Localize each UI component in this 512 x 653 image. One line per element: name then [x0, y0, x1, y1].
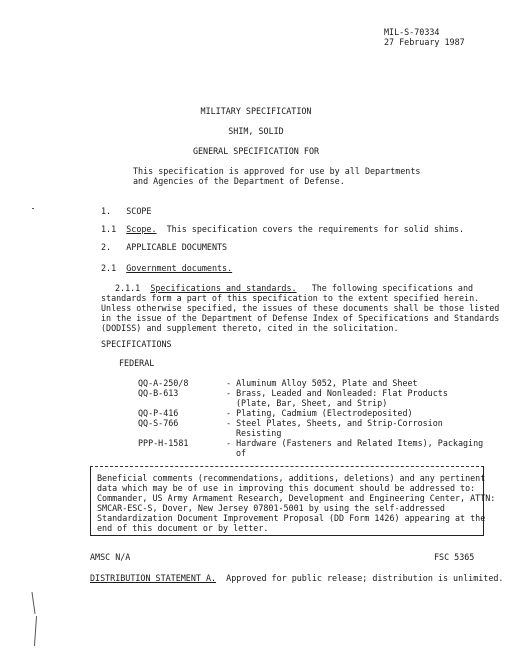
- beneficial-line-6: end of this document or by letter.: [97, 523, 269, 533]
- beneficial-line-3: Commander, US Army Armament Research, Development and Engineering Center, ATTN:: [97, 493, 496, 503]
- spec-description: - Plating, Cadmium (Electrodeposited): [226, 408, 413, 418]
- scan-artifact-mark: [31, 592, 35, 614]
- spec-code: QQ-B-613: [138, 388, 179, 398]
- amsc-label: AMSC N/A: [90, 552, 131, 562]
- spec-code: QQ-S-766: [138, 418, 179, 428]
- spec-description-continued: of: [236, 448, 247, 458]
- spec-description-continued: (Plate, Bar, Sheet, and Strip): [236, 398, 388, 408]
- spec-row: [138, 378, 418, 388]
- section-1-1: [101, 224, 464, 234]
- spec-row: [138, 408, 413, 418]
- section-2-1-title: Government documents.: [126, 263, 233, 273]
- section-2-title: APPLICABLE DOCUMENTS: [126, 242, 228, 252]
- approval-line-2: and Agencies of the Department of Defense.: [133, 176, 345, 186]
- title-line-1: MILITARY SPECIFICATION: [200, 106, 312, 116]
- spec-code: QQ-P-416: [138, 408, 179, 418]
- spec-description-continued: Resisting: [236, 428, 282, 438]
- section-2-number: 2.: [101, 242, 112, 252]
- spec-description: - Aluminum Alloy 5052, Plate and Sheet: [226, 378, 418, 388]
- federal-heading: FEDERAL: [119, 358, 155, 368]
- spec-row: [138, 418, 443, 438]
- beneficial-line-1: Beneficial comments (recommendations, additions, deletions) and any pertinent: [97, 473, 486, 483]
- fsc-label: FSC 5365: [434, 552, 475, 562]
- section-2-1-number: 2.1: [101, 263, 117, 273]
- spec-description: - Hardware (Fasteners and Related Items), Packaging: [226, 438, 484, 448]
- beneficial-line-5: Standardization Document Improvement Proposal (DD Form 1426) appearing at the: [97, 513, 486, 523]
- distribution-label: DISTRIBUTION STATEMENT A.: [90, 573, 217, 583]
- section-2-1-1-text-2: Unless otherwise specified, the issues of these documents shall be those listed: [101, 303, 500, 313]
- distribution-text: Approved for public release; distribution is unlimited.: [226, 573, 504, 583]
- scan-artifact-mark: [32, 208, 34, 209]
- spec-row: [138, 438, 483, 458]
- title-line-2: SHIM, SOLID: [228, 126, 284, 136]
- section-2-1-1-text-4: (DODISS) and supplement thereto, cited in the solicitation.: [101, 323, 399, 333]
- section-1-1-text: This specification covers the requirements for solid shims.: [166, 224, 465, 234]
- section-1-number: 1.: [101, 206, 112, 216]
- section-1-heading: [101, 206, 151, 216]
- doc-number: MIL-S-70334: [384, 27, 440, 37]
- section-2-heading: [101, 242, 227, 252]
- beneficial-line-4: SMCAR-ESC-S, Dover, New Jersey 07801-5001 by using the self-addressed: [97, 503, 445, 513]
- distribution-statement: [90, 573, 503, 583]
- section-2-1-1-title: Specifications and standards.: [150, 283, 297, 293]
- spec-description: - Brass, Leaded and Nonleaded: Flat Products: [226, 388, 448, 398]
- spec-row: [138, 388, 448, 408]
- section-1-1-number: 1.1: [101, 224, 117, 234]
- scan-artifact-mark: [34, 616, 37, 646]
- spec-description: - Steel Plates, Sheets, and Strip-Corrosion: [226, 418, 443, 428]
- spec-code: QQ-A-250/8: [138, 378, 189, 388]
- approval-line-1: This specification is approved for use by all Departments: [133, 166, 421, 176]
- title-line-3: GENERAL SPECIFICATION FOR: [192, 146, 320, 156]
- beneficial-comments-box: [90, 466, 496, 536]
- beneficial-line-2: data which may be of use in improving this document should be addressed to:: [97, 483, 476, 493]
- section-1-1-title: Scope.: [126, 224, 157, 234]
- section-2-1: [101, 263, 232, 273]
- doc-date: 27 February 1987: [384, 37, 465, 47]
- section-2-1-1-text-3: in the issue of the Department of Defense Index of Specifications and Standards: [101, 313, 500, 323]
- section-2-1-1-text-1: standards form a part of this specification to the extent specified herein.: [101, 293, 480, 303]
- specifications-heading: SPECIFICATIONS: [101, 339, 172, 349]
- spec-code: PPP-H-1581: [138, 438, 189, 448]
- section-2-1-1-text-0: The following specifications and: [311, 283, 474, 293]
- section-2-1-1-first-line: [115, 283, 473, 293]
- section-2-1-1-number: 2.1.1: [115, 283, 141, 293]
- section-1-title: SCOPE: [126, 206, 152, 216]
